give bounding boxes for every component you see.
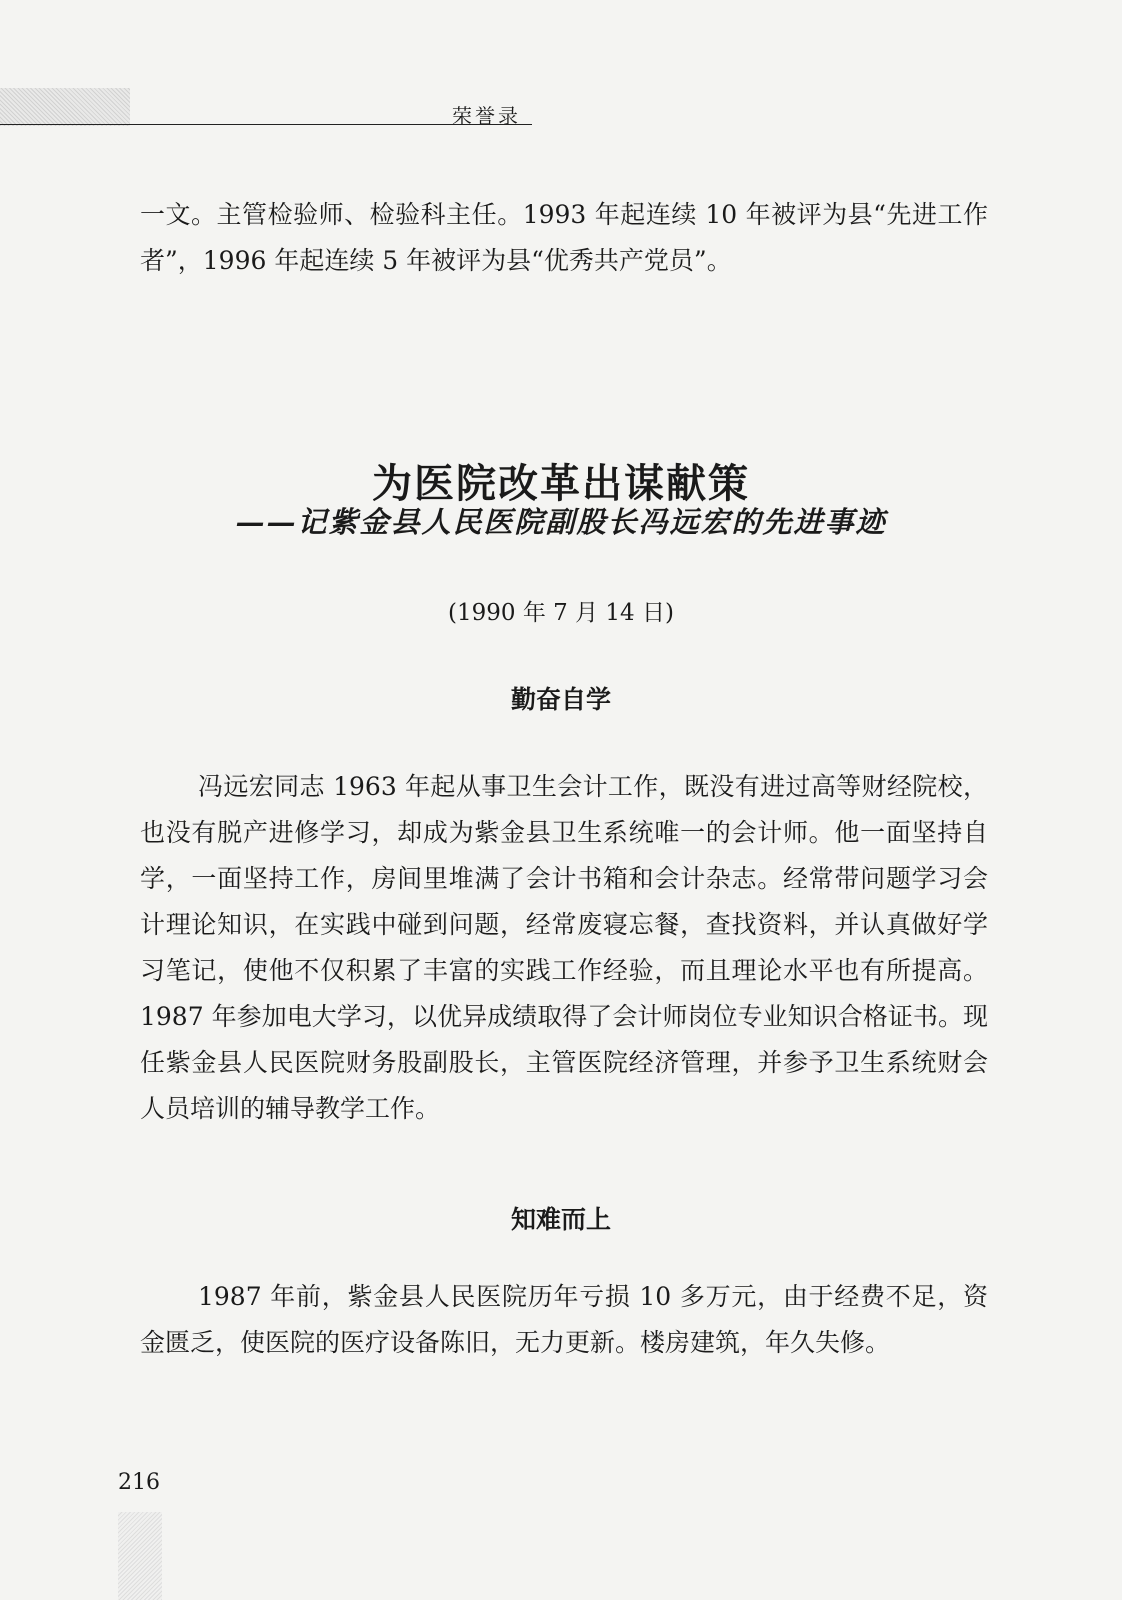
previous-entry-paragraph: 一文。主管检验师、检验科主任。1993 年起连续 10 年被评为县“先进工作者”，1996 年起连续 5 年被评为县“优秀共产党员”。 <box>140 200 988 275</box>
section-heading-2: 知难而上 <box>510 1205 611 1234</box>
running-head: 荣誉录 <box>452 104 521 128</box>
header-rule <box>0 124 532 125</box>
page-number: 216 <box>118 1470 160 1495</box>
section-1-paragraph: 冯远宏同志 1963 年起从事卫生会计工作，既没有进过高等财经院校，也没有脱产进修学习，却成为紫金县卫生系统唯一的会计师。他一面坚持自学，一面坚持工作，房间里堆满了会计书箱和会计杂志。经常带问题学习会计理论知识，在实践中碰到问题，经常废寝忘餐，查找资料，并认真做好学习笔记，使他不仅积累了丰富的实践工作经验，而且理论水平也有所提高。1987 年参加电大学习，以优异成绩取得了会计师岗位专业知识合格证书。现任紫金县人民医院财务股副股长，主管医院经济管理，并参予卫生系统财会人员培训的辅导教学工作。 <box>140 772 988 1123</box>
scan-shading-bottom <box>118 1512 162 1600</box>
article-title: 为医院改革出谋献策 <box>372 460 750 507</box>
article-date: (1990 年 7 月 14 日) <box>448 600 674 626</box>
article-subtitle: ——记紫金县人民医院副股长冯远宏的先进事迹 <box>235 505 887 539</box>
scan-shading-top <box>0 88 130 126</box>
section-heading-1: 勤奋自学 <box>510 685 611 714</box>
section-2-paragraph: 1987 年前，紫金县人民医院历年亏损 10 多万元，由于经费不足，资金匮乏，使医院的医疗设备陈旧，无力更新。楼房建筑，年久失修。 <box>140 1282 988 1357</box>
